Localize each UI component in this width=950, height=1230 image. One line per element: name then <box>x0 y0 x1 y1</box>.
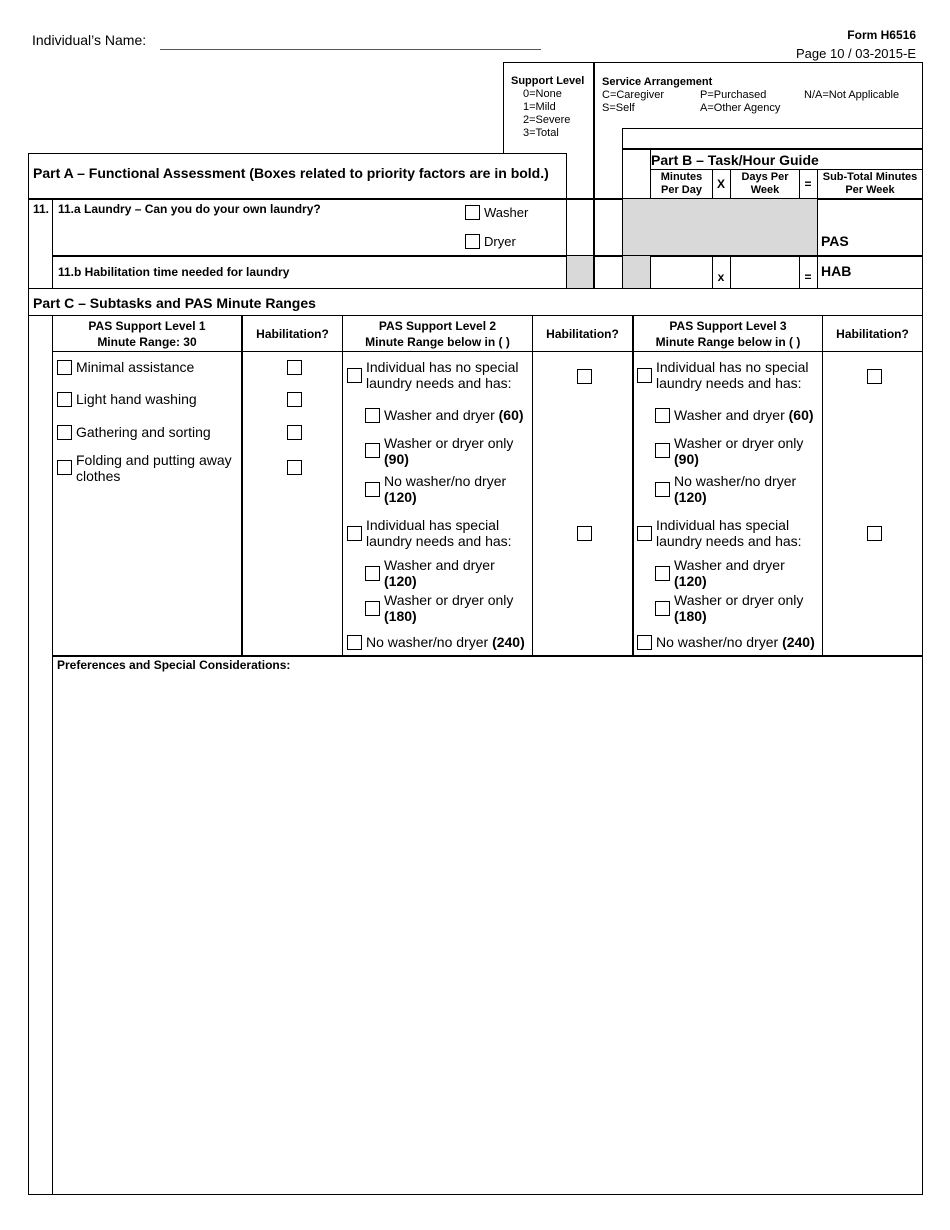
hab1-folding-checkbox[interactable] <box>287 460 302 475</box>
support-level-title: Support Level <box>511 75 585 87</box>
hab3-no-special-checkbox[interactable] <box>867 369 882 384</box>
l2-sp-nwd-min: (240) <box>492 634 525 650</box>
l2-wd-text: Washer and dryer <box>384 407 495 423</box>
l2-wod-min: (90) <box>384 451 409 467</box>
l3-no-washer-120-checkbox[interactable] <box>655 482 670 497</box>
hab2-special-checkbox[interactable] <box>577 526 592 541</box>
col3-title: PAS Support Level 3 <box>669 319 787 333</box>
col2-title: PAS Support Level 2 <box>378 319 497 333</box>
sa-self: S=Self <box>602 102 635 114</box>
l2-washer-dryer-60-label <box>384 407 524 423</box>
rule <box>28 315 922 316</box>
l3-sp-wd-text: Washer and dryer <box>674 557 785 573</box>
dryer-checkbox[interactable] <box>465 234 480 249</box>
folding-label: Folding and putting away clothes <box>76 452 232 484</box>
l3-washer-dryer-60-label <box>674 407 814 423</box>
l3-wd-text: Washer and dryer <box>674 407 785 423</box>
rule <box>822 315 823 655</box>
hab1-washing-checkbox[interactable] <box>287 392 302 407</box>
l3-nwd-min: (120) <box>674 489 707 505</box>
l2-wod-text: Washer or dryer only <box>384 435 514 451</box>
col1-header <box>53 318 241 350</box>
sa-purchased: P=Purchased <box>700 89 767 101</box>
l2-washer-or-dryer-180-checkbox[interactable] <box>365 601 380 616</box>
l3-nwd-text: No washer/no dryer <box>674 473 797 489</box>
l3-no-special-label: Individual has no special laundry needs and has: <box>656 359 809 391</box>
shaded-cell <box>567 256 593 288</box>
hab1-minimal-checkbox[interactable] <box>287 360 302 375</box>
l2-sp-wd-min: (120) <box>384 573 417 589</box>
rule <box>503 62 504 153</box>
rule <box>922 62 923 1194</box>
support-level-3: 3=Total <box>523 127 559 139</box>
name-field[interactable] <box>160 49 541 50</box>
col2-sub: Minute Range below in ( ) <box>365 335 510 349</box>
l3-no-washer-240-label <box>656 634 815 650</box>
rule <box>632 315 634 655</box>
shaded-cell <box>623 256 650 288</box>
l3-washer-or-dryer-90-checkbox[interactable] <box>655 443 670 458</box>
l2-nwd-text: No washer/no dryer <box>384 473 507 489</box>
col3-sub: Minute Range below in ( ) <box>655 335 801 349</box>
l2-washer-dryer-60-checkbox[interactable] <box>365 408 380 423</box>
hab-header-3: Habilitation? <box>836 327 909 341</box>
x-head: X <box>716 177 725 191</box>
subtotal-head: Sub-Total Minutes Per Week <box>822 171 918 196</box>
gathering-sorting-checkbox[interactable] <box>57 425 72 440</box>
gathering-sorting-label: Gathering and sorting <box>76 424 211 440</box>
rule <box>28 153 566 154</box>
item-number: 11. <box>33 202 50 216</box>
sa-na: N/A=Not Applicable <box>804 89 900 101</box>
dryer-label: Dryer <box>484 234 516 249</box>
row-x: x <box>717 270 725 284</box>
rule <box>622 128 922 129</box>
l3-special-label: Individual has special laundry needs and has: <box>656 517 802 549</box>
l2-special-checkbox[interactable] <box>347 526 362 541</box>
rule <box>52 655 922 657</box>
support-level-1: 1=Mild <box>523 101 556 113</box>
rule <box>52 351 922 352</box>
service-arrangement-title: Service Arrangement <box>602 76 713 88</box>
top-rule <box>503 62 922 63</box>
l2-no-special-checkbox[interactable] <box>347 368 362 383</box>
col1-title: PAS Support Level 1 <box>88 319 206 333</box>
pas-label: PAS <box>821 233 849 249</box>
hab-header-2: Habilitation? <box>546 327 619 341</box>
days-per-week-head: Days Per Week <box>741 171 789 196</box>
washer-checkbox[interactable] <box>465 205 480 220</box>
page-info: Page 10 / 03-2015-E <box>796 46 916 61</box>
shaded-cell <box>623 199 817 255</box>
col1-sub: Minute Range: 30 <box>97 335 197 349</box>
l3-wod-text: Washer or dryer only <box>674 435 804 451</box>
hab-label: HAB <box>821 263 852 279</box>
l2-no-washer-240-checkbox[interactable] <box>347 635 362 650</box>
rule <box>650 169 922 170</box>
row-eq: = <box>804 270 812 284</box>
l3-sp-nwd-text: No washer/no dryer <box>656 634 779 650</box>
l2-sp-wod-min: (180) <box>384 608 417 624</box>
name-label: Individual’s Name: <box>32 32 147 48</box>
support-level-0: 0=None <box>523 88 562 100</box>
col3-header <box>634 318 822 350</box>
l3-washer-dryer-120-checkbox[interactable] <box>655 566 670 581</box>
minimal-assistance-label: Minimal assistance <box>76 359 195 375</box>
l3-washer-dryer-120-label <box>674 557 820 589</box>
l3-washer-or-dryer-90-label <box>674 435 820 467</box>
question-11a: 11.a Laundry – Can you do your own laundry? <box>58 202 321 216</box>
part-a-title: Part A – Functional Assessment (Boxes related to priority factors are in bold.) <box>33 165 549 181</box>
l2-nwd-min: (120) <box>384 489 417 505</box>
hab2-no-special-checkbox[interactable] <box>577 369 592 384</box>
folding-checkbox[interactable] <box>57 460 72 475</box>
l2-washer-or-dryer-90-checkbox[interactable] <box>365 443 380 458</box>
preferences-textarea[interactable] <box>55 676 919 1191</box>
l2-washer-or-dryer-180-label <box>384 592 530 624</box>
question-11b: 11.b Habilitation time needed for laundry <box>58 265 290 279</box>
l3-no-washer-240-checkbox[interactable] <box>637 635 652 650</box>
rule <box>622 148 922 150</box>
rule <box>28 153 29 1194</box>
hab1-sorting-checkbox[interactable] <box>287 425 302 440</box>
hab3-special-checkbox[interactable] <box>867 526 882 541</box>
l2-no-washer-120-checkbox[interactable] <box>365 482 380 497</box>
support-level-items <box>523 88 570 140</box>
rule <box>730 170 731 198</box>
days-per-week-input[interactable] <box>731 256 799 288</box>
l2-washer-or-dryer-90-label <box>384 435 530 467</box>
l3-no-washer-120-label <box>674 473 820 505</box>
l3-wod-min: (90) <box>674 451 699 467</box>
support-level-2: 2=Severe <box>523 114 571 126</box>
l2-sp-wd-text: Washer and dryer <box>384 557 495 573</box>
l3-special-checkbox[interactable] <box>637 526 652 541</box>
l3-wd-min: (60) <box>788 407 814 423</box>
part-b-title: Part B – Task/Hour Guide <box>651 152 819 168</box>
light-hand-washing-label: Light hand washing <box>76 391 197 407</box>
eq-head: = <box>804 177 812 191</box>
rule <box>532 315 533 655</box>
l3-sp-nwd-min: (240) <box>782 634 815 650</box>
part-c-title: Part C – Subtasks and PAS Minute Ranges <box>33 295 316 311</box>
rule <box>28 1194 923 1195</box>
sa-caregiver: C=Caregiver <box>602 89 665 101</box>
l2-no-washer-240-label <box>366 634 525 650</box>
l3-washer-or-dryer-180-label <box>674 592 820 624</box>
l3-sp-wod-text: Washer or dryer only <box>674 592 804 608</box>
minutes-per-day-head: Minutes Per Day <box>660 171 703 196</box>
l2-no-special-label: Individual has no special laundry needs and has: <box>366 359 519 391</box>
form-number: Form H6516 <box>847 28 916 42</box>
minimal-assistance-checkbox[interactable] <box>57 360 72 375</box>
sa-other: A=Other Agency <box>700 102 781 114</box>
rule <box>342 315 343 655</box>
l3-washer-or-dryer-180-checkbox[interactable] <box>655 601 670 616</box>
rule <box>52 198 53 288</box>
rule <box>28 288 922 289</box>
l2-washer-dryer-120-label <box>384 557 530 589</box>
l2-washer-dryer-120-checkbox[interactable] <box>365 566 380 581</box>
l2-wd-min: (60) <box>498 407 524 423</box>
l2-special-label: Individual has special laundry needs and has: <box>366 517 512 549</box>
l3-washer-dryer-60-checkbox[interactable] <box>655 408 670 423</box>
washer-label: Washer <box>484 205 529 220</box>
rule <box>52 315 53 1194</box>
l2-sp-wod-text: Washer or dryer only <box>384 592 514 608</box>
l3-no-special-checkbox[interactable] <box>637 368 652 383</box>
light-hand-washing-checkbox[interactable] <box>57 392 72 407</box>
l3-sp-wd-min: (120) <box>674 573 707 589</box>
hab-header-1: Habilitation? <box>256 327 329 341</box>
l2-no-washer-120-label <box>384 473 530 505</box>
col2-header <box>343 318 532 350</box>
l2-sp-nwd-text: No washer/no dryer <box>366 634 489 650</box>
l3-sp-wod-min: (180) <box>674 608 707 624</box>
rule <box>241 315 243 655</box>
preferences-label: Preferences and Special Considerations: <box>57 658 291 672</box>
minutes-per-day-input[interactable] <box>651 256 712 288</box>
